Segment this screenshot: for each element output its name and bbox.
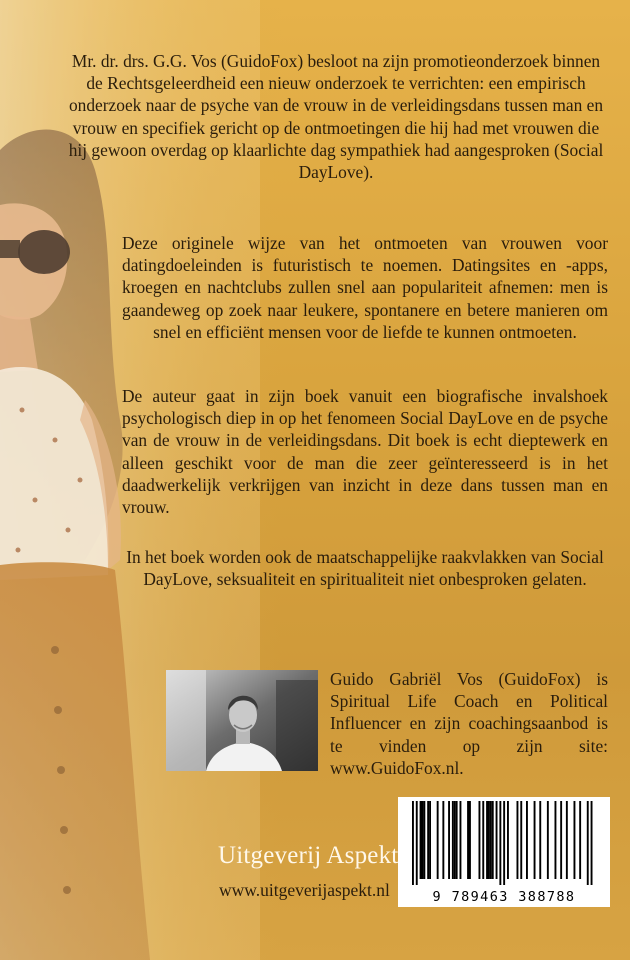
- blurb-paragraph-2: Deze originele wijze van het ontmoeten van vrouwen voor datingdoeleinden is futuristisch te noemen. Datingsites en -apps, kroegen en nachtclubs zullen snel aan populariteit afnemen: men is gaandeweg op zoek naar leukere, spontanere en betere manieren om snel en efficiënt mensen voor de liefde te kunnen ontmoeten.: [122, 233, 608, 342]
- barcode-bars: [398, 797, 610, 889]
- barcode-bar: [526, 801, 528, 879]
- barcode-bar: [479, 801, 481, 879]
- blurb-paragraph-3: De auteur gaat in zijn boek vanuit een biografische invalshoek psychologisch diep in op het fenomeen Social DayLove en de psyche van de vrouw in de verleidingsdans. Dit boek is echt dieptewerk en alleen geschikt voor de man die zeer geïnteresseerd is in het daadwerkelijk verkrijgen van inzicht in deze dans tussen man en vrouw.: [122, 386, 608, 518]
- barcode-bar: [486, 801, 488, 879]
- barcode-bar: [442, 801, 444, 879]
- barcode-bar: [429, 801, 431, 879]
- barcode-bar: [555, 801, 557, 879]
- barcode-bar: [460, 801, 462, 879]
- barcode-bar: [517, 801, 519, 879]
- barcode-bar: [467, 801, 469, 879]
- barcode-bar: [492, 801, 494, 879]
- barcode-bar: [547, 801, 549, 879]
- barcode-bar: [456, 801, 458, 879]
- barcode-bar: [420, 801, 422, 879]
- blurb-paragraph-1: Mr. dr. drs. G.G. Vos (GuidoFox) besloot na zijn promotieonderzoek binnen de Rechtsgeleerdheid een nieuw onderzoek te verrichten: een empirisch onderzoek naar de psyche van de vrouw in de verleidingsdans tussen man en vrouw en specifiek gericht op de ontmoetingen die hij had met vrouwen die hij gewoon overdag op klaarlichte dag sympathiek had aangesproken (Social DayLove).: [68, 51, 604, 183]
- barcode-bar: [412, 801, 414, 885]
- barcode-bar: [534, 801, 536, 879]
- barcode-bar: [416, 801, 418, 885]
- barcode-bar: [437, 801, 439, 879]
- barcode-bar: [499, 801, 501, 885]
- blurb-paragraph-4: In het boek worden ook de maatschappelijke raakvlakken van Social DayLove, seksualiteit en spiritualiteit niet onbesproken gelaten.: [126, 547, 604, 590]
- isbn-number: 9 789463 388788: [432, 889, 576, 905]
- barcode-bar: [560, 801, 562, 879]
- barcode-bar: [566, 801, 568, 879]
- publisher-name: Uitgeverij Aspekt: [218, 842, 399, 869]
- barcode-bar: [490, 801, 492, 879]
- barcode-bar: [488, 801, 490, 879]
- publisher-website: www.uitgeverijaspekt.nl: [219, 880, 390, 900]
- author-photo: [166, 670, 318, 771]
- barcode-bar: [454, 801, 456, 879]
- barcode-bar: [520, 801, 522, 879]
- barcode-bar: [423, 801, 425, 879]
- barcode-bar: [496, 801, 498, 879]
- barcode-bar: [503, 801, 505, 885]
- barcode-bar: [448, 801, 450, 879]
- barcode-bar: [422, 801, 424, 879]
- barcode-bar: [539, 801, 541, 879]
- author-bio: Guido Gabriël Vos (GuidoFox) is Spiritual Life Coach en Political Influencer en zijn coachingsaanbod is te vinden op zijn site: www.GuidoFox.nl.: [330, 669, 608, 778]
- barcode-bar: [482, 801, 484, 879]
- barcode-bar: [579, 801, 581, 879]
- barcode-bar: [427, 801, 429, 879]
- barcode-bar: [574, 801, 576, 879]
- barcode-bar: [452, 801, 454, 879]
- barcode-bar: [469, 801, 471, 879]
- barcode-bar: [587, 801, 589, 885]
- barcode-bar: [591, 801, 593, 885]
- barcode-bar: [507, 801, 509, 879]
